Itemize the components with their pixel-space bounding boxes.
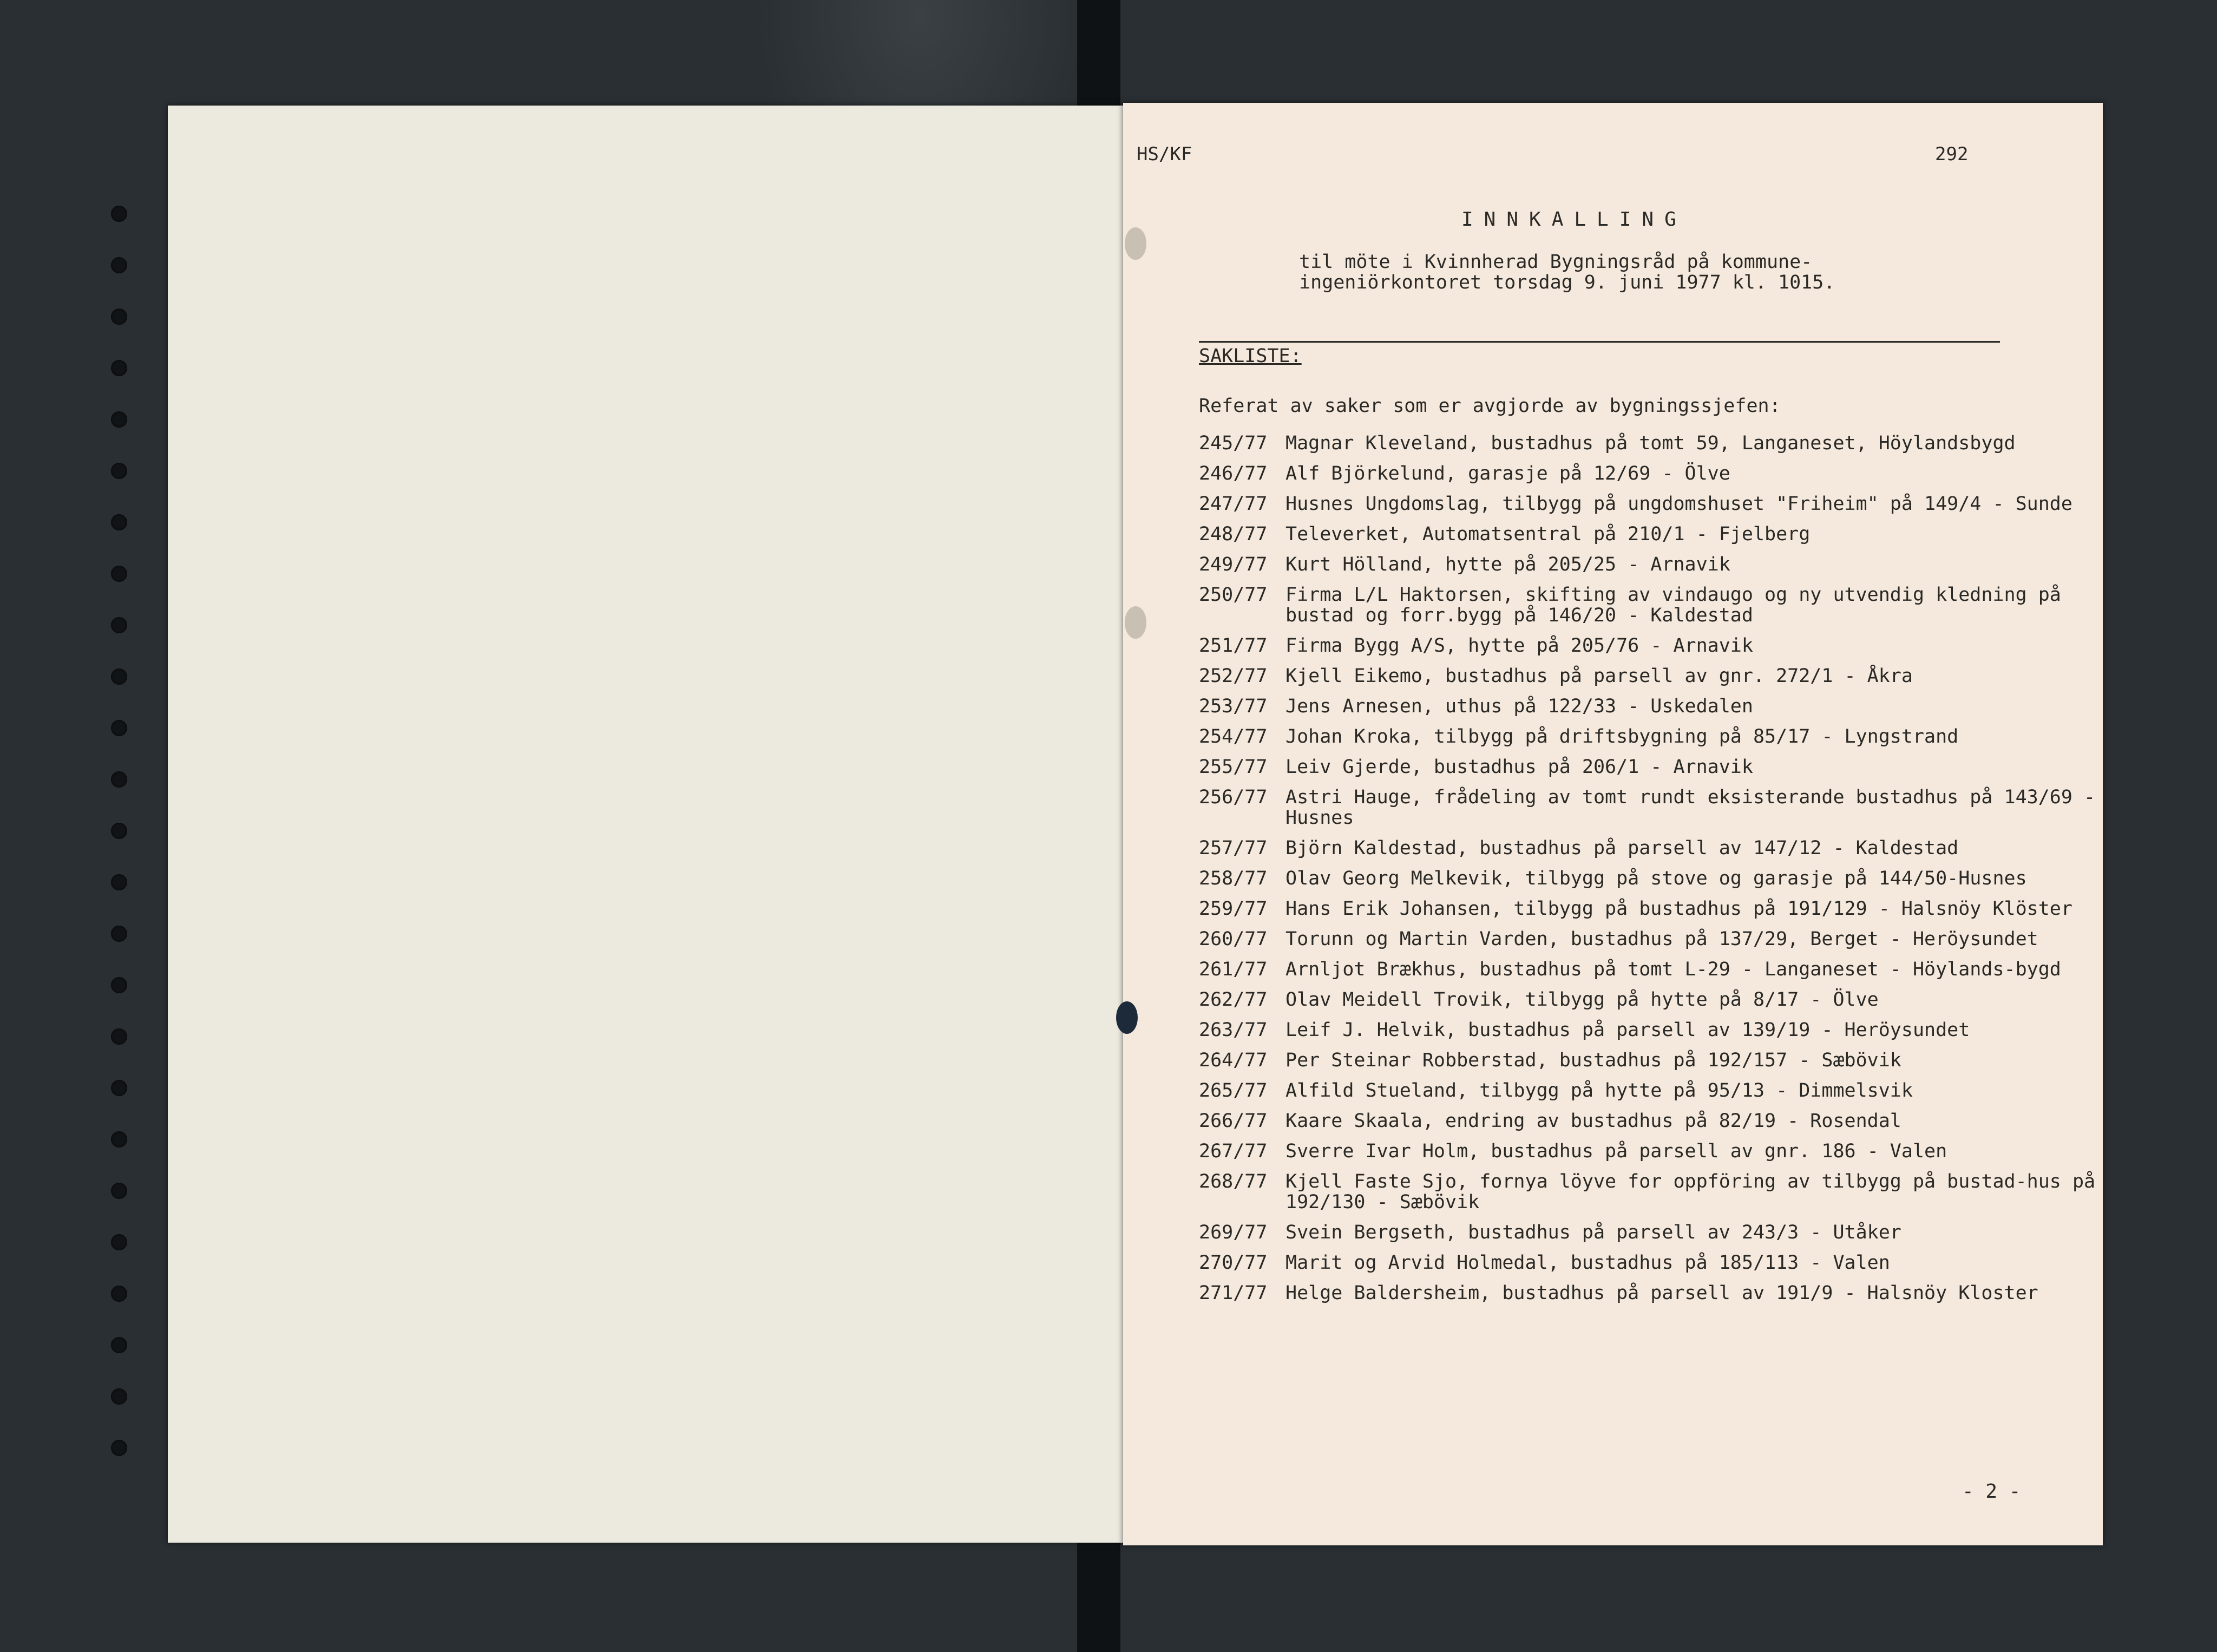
case-number: 251/77 (1199, 635, 1268, 657)
saklist-heading: SAKLISTE: (1199, 345, 1302, 367)
case-description: Kjell Eikemo, bustadhus på parsell av gnr. 272/1 - Åkra (1285, 665, 1913, 687)
binder-hole (111, 1131, 127, 1148)
case-number: 261/77 (1199, 959, 1268, 980)
case-item (1199, 463, 2097, 484)
binder-hole (111, 257, 127, 273)
case-description: Marit og Arvid Holmedal, bustadhus på 185/113 - Valen (1285, 1252, 1890, 1274)
binder-hole (111, 206, 127, 222)
case-description: Astri Hauge, frådeling av tomt rundt eksisterande bustadhus på 143/69 - Husnes (1285, 786, 2096, 829)
staple-mark (1125, 227, 1146, 260)
binder-hole (111, 720, 127, 736)
case-description: Arnljot Brækhus, bustadhus på tomt L-29 - Langaneset - Höylands-bygd (1285, 959, 2061, 980)
document-title: INNKALLING (1461, 208, 1687, 231)
binder-hole (111, 566, 127, 582)
case-item (1199, 1141, 2097, 1162)
case-description: Televerket, Automatsentral på 210/1 - Fjelberg (1285, 523, 1811, 545)
subtitle-line-1: til möte i Kvinnherad Bygningsråd på kommune- (1299, 251, 1813, 273)
case-description: Kurt Hölland, hytte på 205/25 - Arnavik (1285, 554, 1730, 575)
binder-hole (111, 411, 127, 428)
case-description: Leiv Gjerde, bustadhus på 206/1 - Arnavik (1285, 756, 1753, 778)
case-number: 265/77 (1199, 1080, 1268, 1102)
case-description: Husnes Ungdomslag, tilbygg på ungdomshuset "Friheim" på 149/4 - Sunde (1285, 493, 2072, 515)
case-number: 247/77 (1199, 493, 1268, 515)
binder-hole (111, 1028, 127, 1045)
binder-hole (111, 617, 127, 633)
case-description: Alfild Stueland, tilbygg på hytte på 95/13 - Dimmelsvik (1285, 1080, 1913, 1102)
case-number: 246/77 (1199, 463, 1268, 484)
binder-hole (111, 1388, 127, 1405)
case-number: 249/77 (1199, 554, 1268, 575)
binder-hole (111, 823, 127, 839)
case-description: Firma L/L Haktorsen, skifting av vindaugo og ny utvendig kledning på bustad og forr.bygg på 146/20 - Kaldestad (1285, 584, 2061, 626)
case-item (1199, 1080, 2097, 1101)
binder-hole (111, 1286, 127, 1302)
horizontal-rule (1199, 341, 2000, 343)
case-item (1199, 666, 2097, 686)
case-description: Leif J. Helvik, bustadhus på parsell av 139/19 - Heröysundet (1285, 1019, 1970, 1041)
case-number: 255/77 (1199, 756, 1268, 778)
case-item (1199, 989, 2097, 1010)
case-item (1199, 1253, 2097, 1273)
case-item (1199, 635, 2097, 656)
footer-page-number: - 2 - (1962, 1480, 2021, 1503)
binder-hole (111, 771, 127, 788)
case-number: 252/77 (1199, 665, 1268, 687)
case-item (1199, 899, 2097, 919)
case-number: 270/77 (1199, 1252, 1268, 1274)
case-description: Björn Kaldestad, bustadhus på parsell av 147/12 - Kaldestad (1285, 837, 1959, 859)
case-number: 269/77 (1199, 1222, 1268, 1243)
case-description: Svein Bergseth, bustadhus på parsell av 243/3 - Utåker (1285, 1222, 1901, 1243)
case-description: Olav Georg Melkevik, tilbygg på stove og garasje på 144/50-Husnes (1285, 868, 2027, 889)
case-item (1199, 1111, 2097, 1131)
case-item (1199, 757, 2097, 777)
subtitle-line-2: ingeniörkontoret torsdag 9. juni 1977 kl. 1015. (1299, 272, 1835, 293)
binder-hole (111, 1337, 127, 1353)
case-number: 268/77 (1199, 1171, 1268, 1192)
case-number: 260/77 (1199, 928, 1268, 950)
case-number: 264/77 (1199, 1050, 1268, 1071)
case-description: Kaare Skaala, endring av bustadhus på 82/19 - Rosendal (1285, 1110, 1901, 1132)
case-description: Magnar Kleveland, bustadhus på tomt 59, Langaneset, Höylandsbygd (1285, 432, 2016, 454)
case-number: 254/77 (1199, 726, 1268, 748)
binder-hole (111, 514, 127, 530)
case-number: 263/77 (1199, 1019, 1268, 1041)
case-item (1199, 494, 2097, 514)
case-item (1199, 1050, 2097, 1071)
case-description: Olav Meidell Trovik, tilbygg på hytte på 8/17 - Ölve (1285, 989, 1879, 1011)
binder-hole (111, 926, 127, 942)
case-description: Torunn og Martin Varden, bustadhus på 137/29, Berget - Heröysundet (1285, 928, 2038, 950)
case-description: Jens Arnesen, uthus på 122/33 - Uskedalen (1285, 696, 1753, 717)
case-number: 258/77 (1199, 868, 1268, 889)
case-description: Helge Baldersheim, bustadhus på parsell av 191/9 - Halsnöy Kloster (1285, 1282, 2038, 1304)
case-number: 253/77 (1199, 696, 1268, 717)
binder-hole (111, 668, 127, 685)
binder-hole (111, 1080, 127, 1096)
case-description: Alf Björkelund, garasje på 12/69 - Ölve (1285, 463, 1730, 484)
case-item (1199, 554, 2097, 575)
page-number: 292 (1935, 143, 1969, 165)
case-description: Sverre Ivar Holm, bustadhus på parsell av gnr. 186 - Valen (1285, 1140, 1947, 1162)
case-description: Firma Bygg A/S, hytte på 205/76 - Arnavik (1285, 635, 1753, 657)
case-item (1199, 524, 2097, 545)
case-item (1199, 433, 2097, 454)
binder-hole (111, 1183, 127, 1199)
case-item (1199, 1171, 2097, 1212)
case-item (1199, 868, 2097, 889)
case-item (1199, 585, 2097, 626)
case-item (1199, 1283, 2097, 1303)
case-number: 250/77 (1199, 584, 1268, 606)
case-number: 271/77 (1199, 1282, 1268, 1304)
staple-mark (1116, 1001, 1138, 1034)
case-item (1199, 1222, 2097, 1243)
case-list (1199, 433, 2097, 1313)
staple-mark (1125, 606, 1146, 639)
binder-hole (111, 1440, 127, 1456)
case-description: Hans Erik Johansen, tilbygg på bustadhus på 191/129 - Halsnöy Klöster (1285, 898, 2072, 920)
document-header-code: HS/KF (1137, 143, 1192, 165)
case-item (1199, 959, 2097, 980)
case-number: 257/77 (1199, 837, 1268, 859)
case-item (1199, 929, 2097, 949)
case-description: Per Steinar Robberstad, bustadhus på 192/157 - Sæbövik (1285, 1050, 1901, 1071)
document-subtitle (1299, 252, 1835, 293)
case-number: 262/77 (1199, 989, 1268, 1011)
binder-hole (111, 309, 127, 325)
binder-hole (111, 874, 127, 890)
binder-hole (111, 1234, 127, 1250)
binder-hole (111, 463, 127, 479)
case-number: 248/77 (1199, 523, 1268, 545)
binder-hole (111, 977, 127, 993)
referat-intro: Referat av saker som er avgjorde av bygningssjefen: (1199, 395, 1781, 417)
case-item (1199, 787, 2097, 828)
case-item (1199, 696, 2097, 717)
case-item (1199, 838, 2097, 858)
left-page-blank (168, 106, 1123, 1543)
case-number: 267/77 (1199, 1140, 1268, 1162)
case-number: 256/77 (1199, 786, 1268, 808)
case-description: Johan Kroka, tilbygg på driftsbygning på 85/17 - Lyngstrand (1285, 726, 1959, 748)
case-description: Kjell Faste Sjo, fornya löyve for oppföring av tilbygg på bustad-hus på 192/130 - Sæbövik (1285, 1171, 2096, 1213)
case-item (1199, 1020, 2097, 1040)
binder-hole (111, 360, 127, 376)
case-number: 266/77 (1199, 1110, 1268, 1132)
case-number: 259/77 (1199, 898, 1268, 920)
case-item (1199, 726, 2097, 747)
case-number: 245/77 (1199, 432, 1268, 454)
